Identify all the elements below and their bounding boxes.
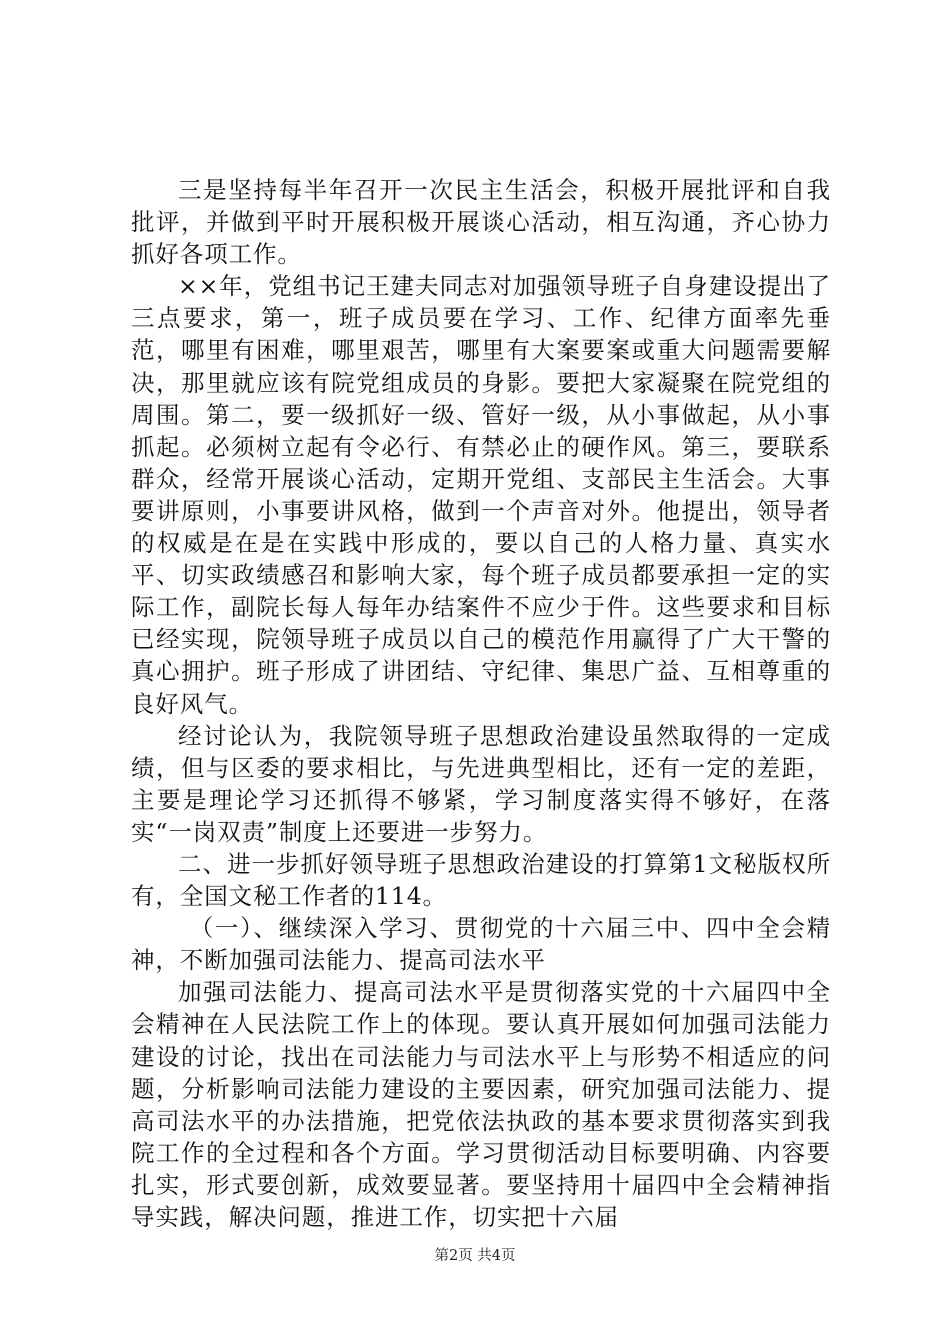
paragraph-judicial-capacity: 加强司法能力、提高司法水平是贯彻落实党的十六届四中全会精神在人民法院工作上的体现。要认真开展如何加强司法能力建设的讨论，找出在司法能力与司法水平上与形势不相适应的问题，分析影响司法能力建设的主要因素，研究加强司法能力、提高司法水平的办法措施，把党依法执政的基本要求贯彻落实到我院工作的全过程和各个方面。学习贯彻活动目标要明确、内容要扎实，形式要创新，成效要显著。要坚持用十届四中全会精神指导实践，解决问题，推进工作，切实把十六届 — [131, 978, 831, 1231]
paragraph-discussion-findings: 经讨论认为，我院领导班子思想政治建设虽然取得的一定成绩，但与区委的要求相比，与先进典型相比，还有一定的差距，主要是理论学习还抓得不够紧，学习制度落实得不够好，在落实“一岗双责”制度上还要进一步努力。 — [131, 721, 831, 846]
paragraph-democratic-life-meeting: 三是坚持每半年召开一次民主生活会，积极开展批评和自我批评，并做到平时开展积极开展谈心活动，相互沟通，齐心协力抓好各项工作。 — [131, 176, 831, 269]
page-number-footer: 第2页 共4页 — [434, 1248, 516, 1264]
document-body — [131, 174, 831, 1233]
paragraph-three-requirements: ××年，党组书记王建夫同志对加强领导班子自身建设提出了三点要求，第一，班子成员要在学习、工作、纪律方面率先垂范，哪里有困难，哪里艰苦，哪里有大案要案或重大问题需要解决，那里就应该有院党组成员的身影。要把大家凝聚在院党组的周围。第二，要一级抓好一级、管好一级，从小事做起，从小事抓起。必须树立起有令必行、有禁必止的硬作风。第三，要联系群众，经常开展谈心活动，定期开党组、支部民主生活会。大事要讲原则，小事要讲风格，做到一个声音对外。他提出，领导者的权威是在是在实践中形成的，要以自己的人格力量、真实水平、切实政绩感召和影响大家，每个班子成员都要承担一定的实际工作，副院长每人每年办结案件不应少于件。这些要求和目标已经实现，院领导班子成员以自己的模范作用赢得了广大干警的真心拥护。班子形成了讲团结、守纪律、集思广益、互相尊重的良好风气。 — [131, 272, 831, 718]
section-heading-plans: 二、进一步抓好领导班子思想政治建设的打算第1文秘版权所有，全国文秘工作者的114。 — [131, 849, 831, 911]
subsection-heading-study: （一）、继续深入学习、贯彻党的十六届三中、四中全会精神，不断加强司法能力、提高司法水平 — [131, 914, 831, 975]
